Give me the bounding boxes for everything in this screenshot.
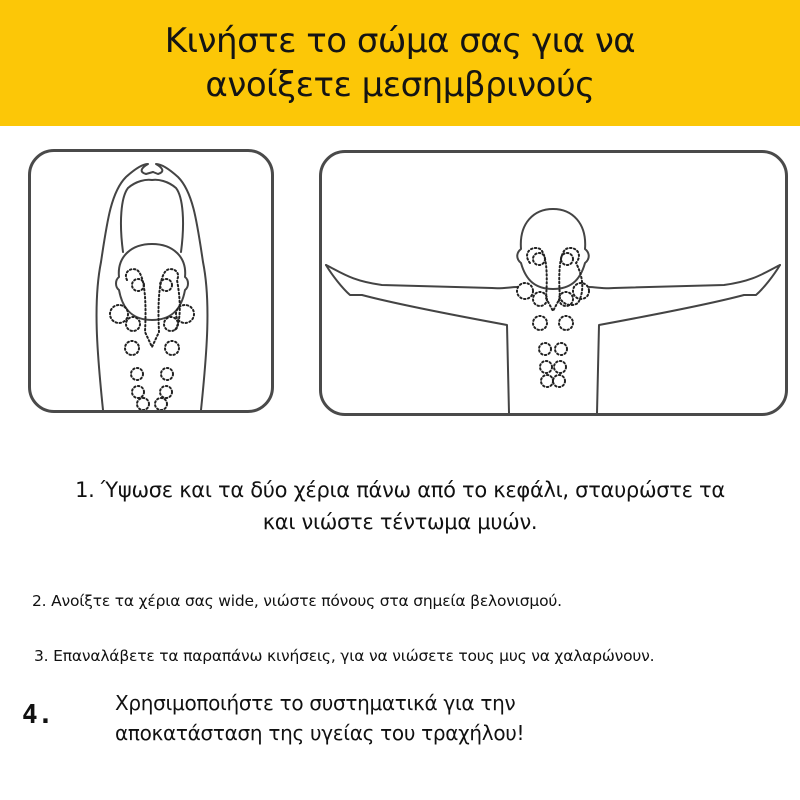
step-2: 2. Ανοίξτε τα χέρια σας wide, νιώστε πόνους στα σημεία βελονισμού. xyxy=(32,592,562,610)
step-1 xyxy=(0,474,800,538)
step-4-line1: Χρησιμοποιήστε το συστηματικά για την xyxy=(115,691,516,715)
step-3: 3. Επαναλάβετε τα παραπάνω κινήσεις, για να νιώσετε τους μυς να χαλαρώνουν. xyxy=(34,647,655,665)
step-4-number: 4. xyxy=(22,700,54,730)
step-4 xyxy=(115,688,524,748)
page-title-line1: Κινήστε το σώμα σας για να xyxy=(164,21,636,61)
header-banner xyxy=(0,0,800,126)
illustration-arms-raised xyxy=(28,149,274,413)
figure-arms-raised-icon xyxy=(31,152,271,410)
step-1-line1: 1. Ύψωσε και τα δύο χέρια πάνω από το κεφάλι, σταυρώστε τα xyxy=(75,478,725,502)
illustration-arms-spread xyxy=(319,150,788,416)
step-1-line2: και νιώστε τέντωμα μυών. xyxy=(262,510,538,534)
step-4-line2: αποκατάσταση της υγείας του τραχήλου! xyxy=(115,721,525,745)
figure-arms-spread-icon xyxy=(322,153,785,413)
page-title-line2: ανοίξετε μεσημβρινούς xyxy=(205,65,595,105)
